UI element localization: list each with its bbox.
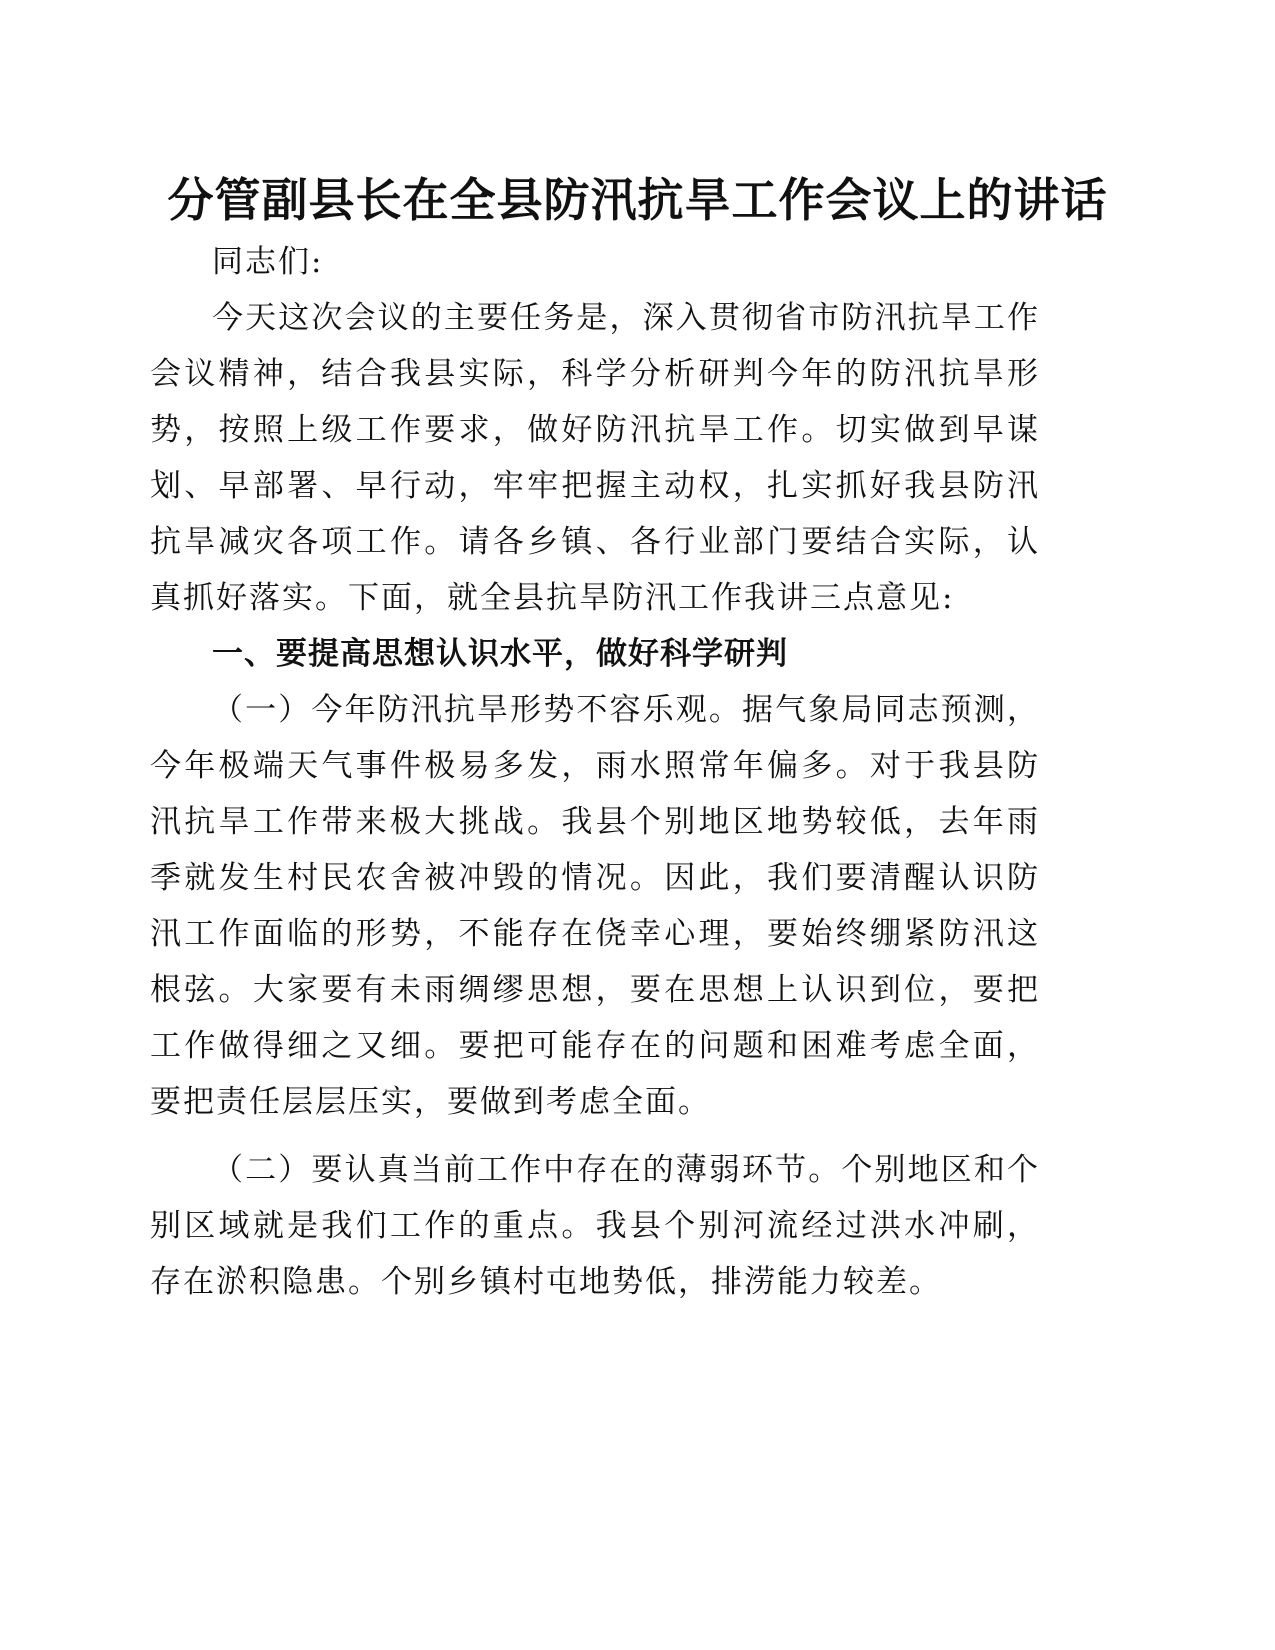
item-paragraph-1: （一）今年防汛抗旱形势不容乐观。据气象局同志预测，今年极端天气事件极易多发，雨水照常年偏多。对于我县防汛抗旱工作带来极大挑战。我县个别地区地势较低，去年雨季就发生村民农舍被冲毁的情况。因此，我们要清醒认识防汛工作面临的形势，不能存在侥幸心理，要始终绷紧防汛这根弦。大家要有未雨绸缪思想，要在思想上认识到位，要把工作做得细之又细。要把可能存在的问题和困难考虑全面，要把责任层层压实，要做到考虑全面。 [150, 692, 1040, 1120]
item-paragraph-2: （二）要认真当前工作中存在的薄弱环节。个别地区和个别区域就是我们工作的重点。我县个别河流经过洪水冲刷，存在淤积隐患。个别乡镇村屯地势低，排涝能力较差。 [150, 1152, 1040, 1300]
intro-paragraph: 今天这次会议的主要任务是，深入贯彻省市防汛抗旱工作会议精神，结合我县实际，科学分析研判今年的防汛抗旱形势，按照上级工作要求，做好防汛抗旱工作。切实做到早谋划、早部署、早行动，牢牢把握主动权，扎实抓好我县防汛抗旱减灾各项工作。请各乡镇、各行业部门要结合实际，认真抓好落实。下面，就全县抗旱防汛工作我讲三点意见: [150, 300, 1040, 616]
greeting: 同志们: [212, 244, 324, 280]
document-body [150, 234, 1040, 1310]
section-heading-1: 一、要提高思想认识水平，做好科学研判 [212, 636, 788, 672]
document-title: 分管副县长在全县防汛抗旱工作会议上的讲话 [167, 173, 1108, 227]
